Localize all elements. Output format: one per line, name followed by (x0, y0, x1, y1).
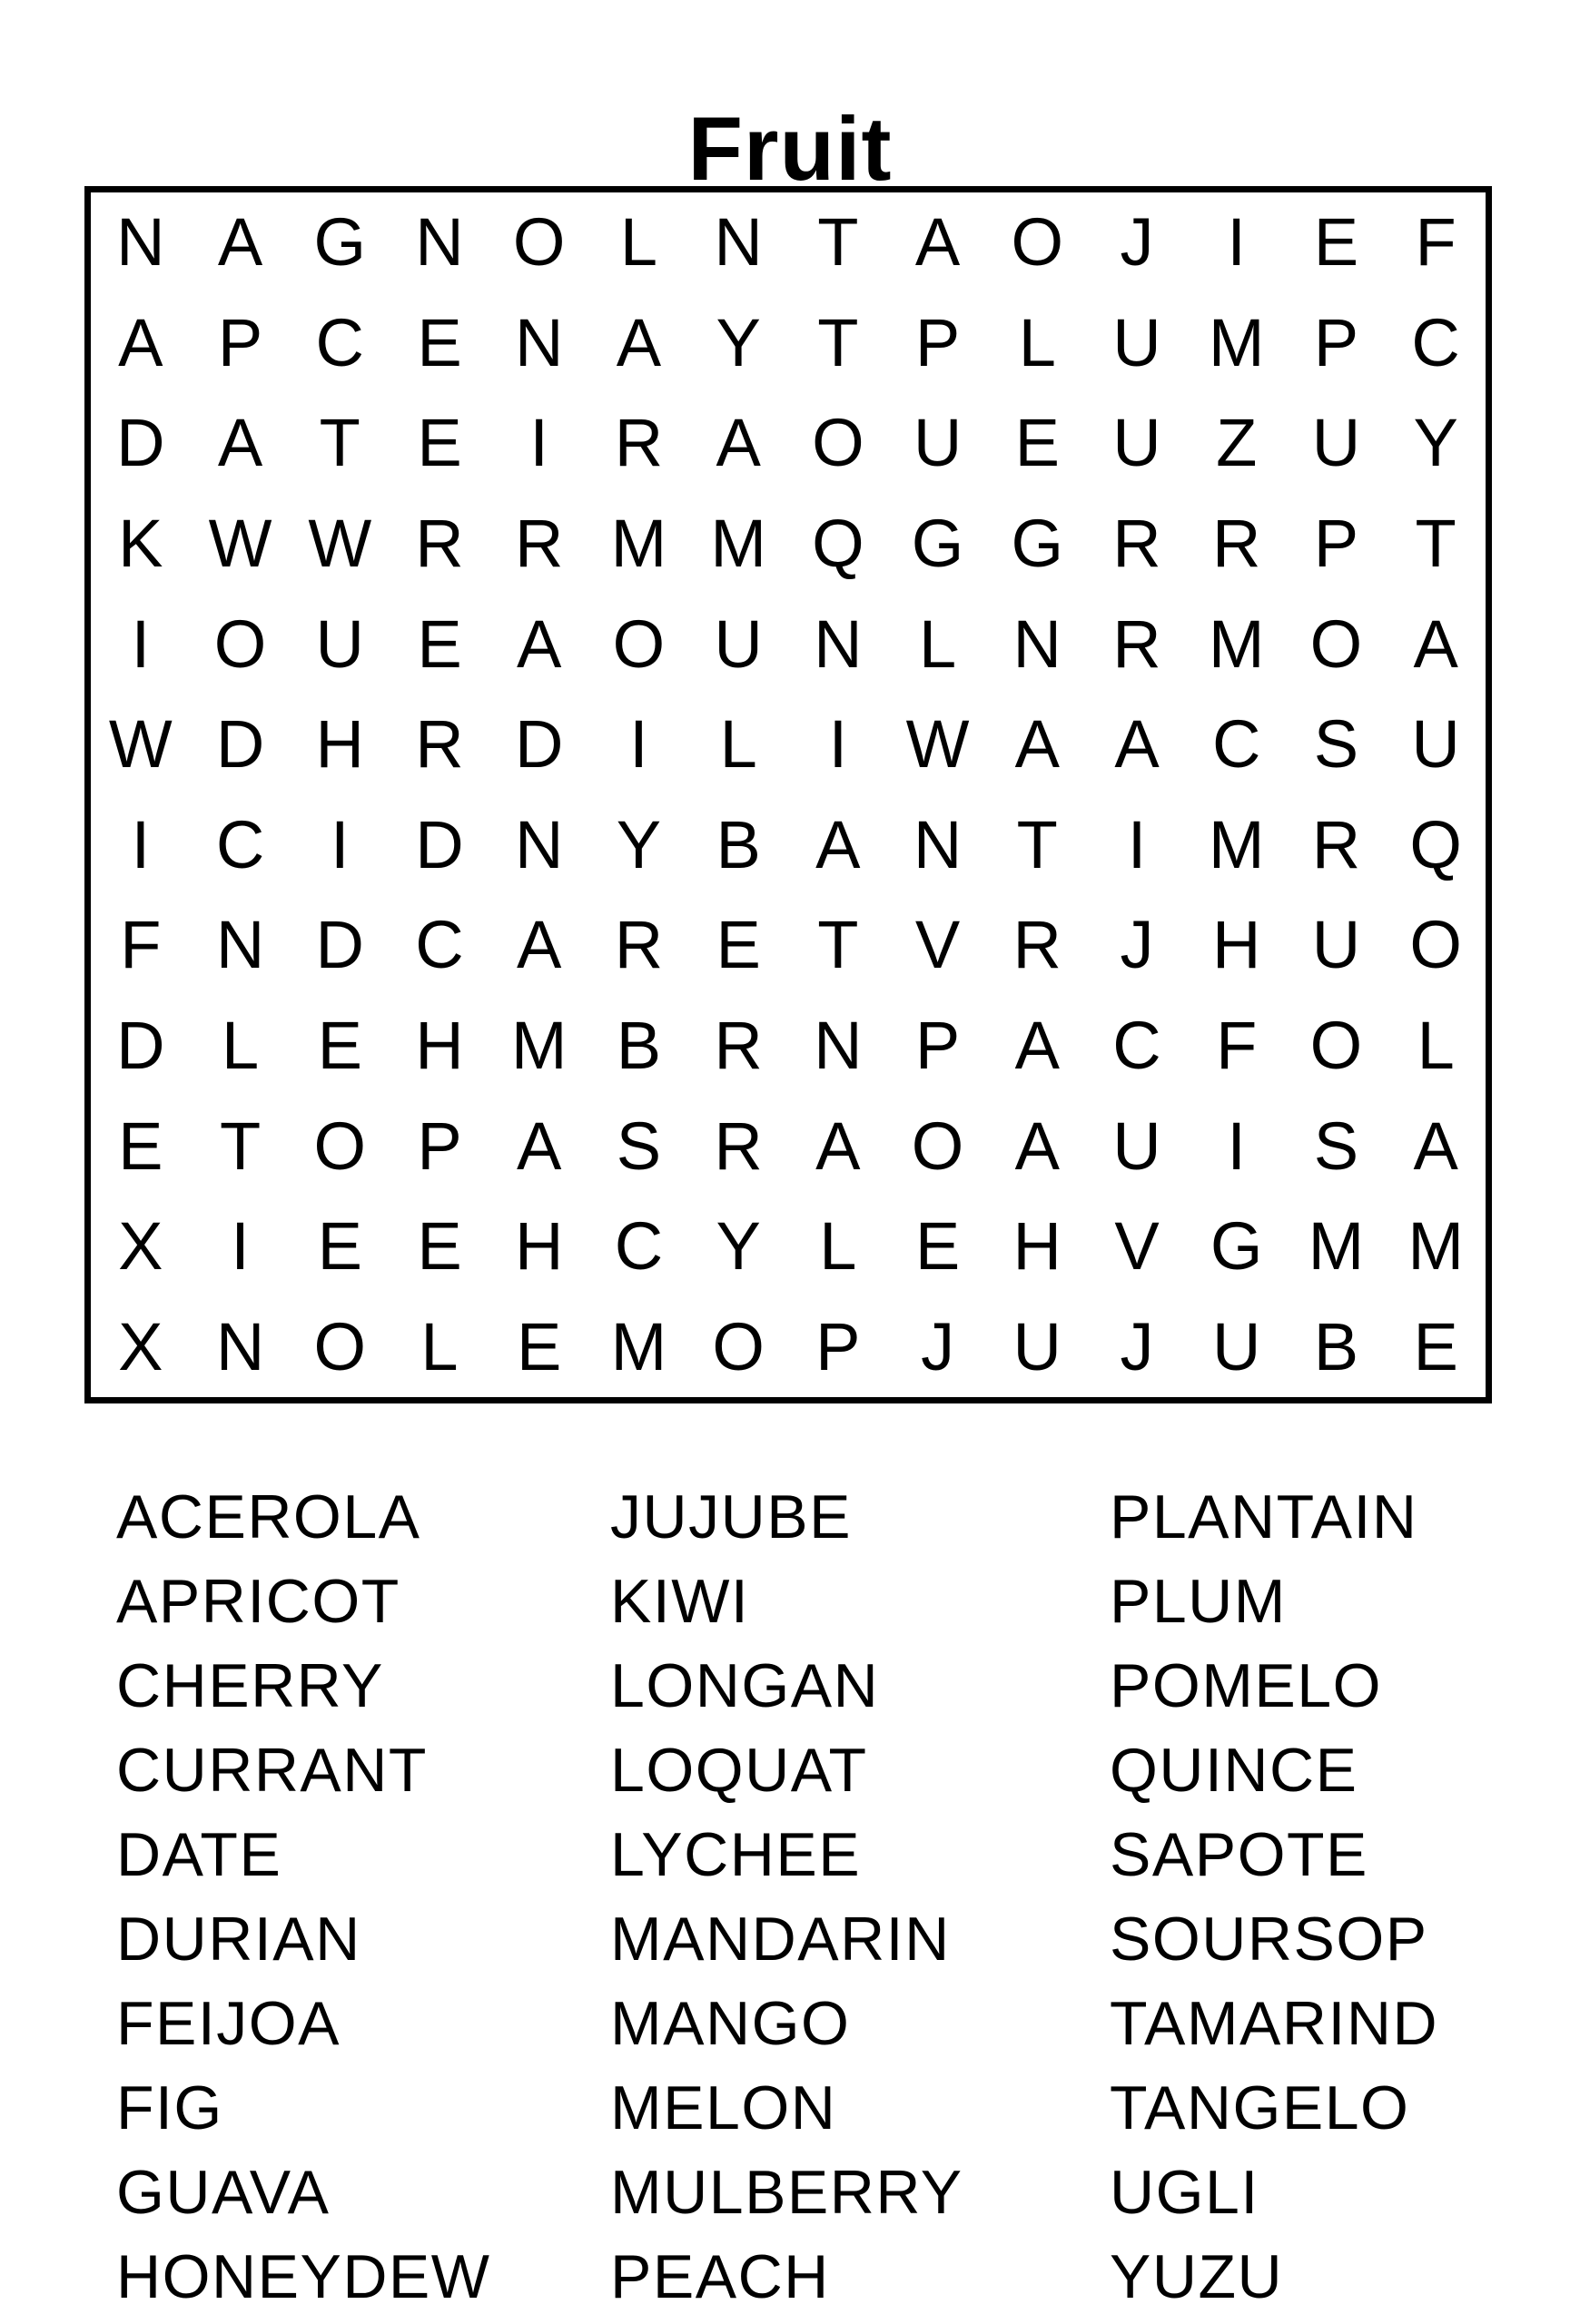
grid-cell[interactable]: C (614, 1208, 664, 1285)
grid-cell[interactable]: F (1415, 204, 1457, 281)
grid-cell[interactable]: W (308, 506, 372, 582)
grid-cell[interactable]: H (315, 706, 364, 783)
grid-cell[interactable]: X (118, 1308, 163, 1384)
word-list-item: MANGO (610, 1988, 851, 2058)
grid-cell[interactable]: A (517, 1108, 562, 1184)
grid-cell[interactable]: R (415, 706, 464, 783)
grid-cell[interactable]: D (514, 706, 564, 783)
word-list-item: HONEYDEW (116, 2241, 491, 2311)
grid-cell[interactable]: J (921, 1308, 955, 1384)
grid-cell[interactable]: R (1112, 506, 1161, 582)
word-list-item: APRICOT (116, 1566, 400, 1636)
word-list-item: DURIAN (116, 1904, 361, 1974)
grid-cell[interactable]: S (1313, 706, 1359, 783)
word-list-item: YUZU (1110, 2241, 1284, 2311)
grid-cell[interactable]: P (815, 1308, 861, 1384)
word-list-item: MULBERRY (610, 2157, 963, 2227)
word-list-item: ACEROLA (116, 1482, 421, 1551)
grid-cell[interactable]: O (213, 606, 267, 682)
word-list-item: PLUM (1110, 1566, 1287, 1636)
grid-cell[interactable]: D (116, 1007, 165, 1083)
grid-cell[interactable]: O (712, 1308, 765, 1384)
grid-cell[interactable]: A (1014, 1108, 1060, 1184)
word-list-item: FIG (116, 2073, 223, 2142)
word-list-item: MELON (610, 2073, 837, 2142)
word-list-item: DATE (116, 1819, 282, 1889)
grid-cell[interactable]: H (415, 1007, 464, 1083)
grid-cell[interactable]: U (1012, 1308, 1062, 1384)
grid-cell[interactable]: Y (716, 304, 761, 380)
grid-cell[interactable]: A (716, 405, 761, 481)
grid-cell[interactable]: U (714, 606, 763, 682)
grid-cell[interactable]: E (317, 1208, 362, 1285)
grid-cell[interactable]: D (215, 706, 265, 783)
grid-cell[interactable]: U (1112, 405, 1161, 481)
grid-cell[interactable]: T (817, 304, 859, 380)
grid-cell[interactable]: A (1413, 1108, 1458, 1184)
grid-cell[interactable]: N (215, 1308, 265, 1384)
grid-cell[interactable]: W (905, 706, 970, 783)
grid-cell[interactable]: E (417, 304, 462, 380)
grid-cell[interactable]: N (814, 1007, 863, 1083)
grid-cell[interactable]: I (1227, 1108, 1246, 1184)
grid-cell[interactable]: G (1011, 506, 1064, 582)
grid-cell[interactable]: L (819, 1208, 857, 1285)
grid-cell[interactable]: E (716, 907, 761, 983)
grid-cell[interactable]: B (1313, 1308, 1359, 1384)
grid-cell[interactable]: R (614, 907, 664, 983)
grid-cell[interactable]: E (417, 1208, 462, 1285)
grid-cell[interactable]: R (714, 1007, 763, 1083)
grid-cell[interactable]: E (1413, 1308, 1458, 1384)
word-list-column-3 (1110, 1474, 1580, 2319)
grid-cell[interactable]: R (514, 506, 564, 582)
grid-cell[interactable]: W (108, 706, 173, 783)
grid-cell[interactable]: X (118, 1208, 163, 1285)
grid-cell[interactable]: R (1311, 806, 1361, 882)
grid-cell[interactable]: A (616, 304, 662, 380)
grid-cell[interactable]: A (815, 1108, 861, 1184)
grid-cell[interactable]: T (1016, 806, 1058, 882)
grid-cell[interactable]: U (315, 606, 364, 682)
grid-cell[interactable]: U (1411, 706, 1460, 783)
grid-cell[interactable]: E (517, 1308, 562, 1384)
grid-cell[interactable]: M (710, 506, 766, 582)
letter-grid (84, 186, 1492, 1403)
word-list-column-1 (116, 1474, 607, 2319)
grid-cell[interactable]: N (913, 806, 963, 882)
grid-cell[interactable]: P (417, 1108, 462, 1184)
grid-cell[interactable]: C (1112, 1007, 1161, 1083)
grid-cell[interactable]: R (1211, 506, 1261, 582)
grid-cell[interactable]: O (1309, 606, 1363, 682)
grid-cell[interactable]: R (1112, 606, 1161, 682)
grid-cell[interactable]: Z (1216, 405, 1258, 481)
grid-cell[interactable]: P (914, 304, 961, 380)
grid-cell[interactable]: N (514, 806, 564, 882)
grid-cell[interactable]: L (719, 706, 757, 783)
grid-cell[interactable]: R (614, 405, 664, 481)
grid-cell[interactable]: H (1211, 907, 1261, 983)
grid-cell[interactable]: N (1012, 606, 1062, 682)
grid-cell[interactable]: F (1216, 1007, 1258, 1083)
grid-cell[interactable]: M (1208, 304, 1265, 380)
grid-cell[interactable]: L (1417, 1007, 1455, 1083)
grid-cell[interactable]: G (1210, 1208, 1263, 1285)
grid-cell[interactable]: T (319, 405, 360, 481)
grid-cell[interactable]: E (417, 606, 462, 682)
grid-cell[interactable]: A (1014, 1007, 1060, 1083)
grid-cell[interactable]: A (1413, 606, 1458, 682)
grid-cell[interactable]: O (1309, 1007, 1363, 1083)
grid-cell[interactable]: L (1018, 304, 1056, 380)
grid-cell[interactable]: F (120, 907, 162, 983)
word-list-item: LYCHEE (610, 1819, 862, 1889)
grid-cell[interactable]: U (1112, 304, 1161, 380)
grid-cell[interactable]: O (1011, 204, 1064, 281)
grid-cell[interactable]: G (313, 204, 367, 281)
grid-cell[interactable]: O (1409, 907, 1462, 983)
grid-cell[interactable]: O (812, 405, 864, 481)
grid-cell[interactable]: J (1120, 907, 1154, 983)
grid-cell[interactable]: O (911, 1108, 964, 1184)
grid-cell[interactable]: A (217, 204, 263, 281)
grid-cell[interactable]: K (118, 506, 163, 582)
word-list-column-2 (610, 1474, 1101, 2319)
grid-cell[interactable]: A (517, 606, 562, 682)
grid-cell[interactable]: L (918, 606, 957, 682)
grid-cell[interactable]: M (1208, 806, 1265, 882)
grid-cell[interactable]: I (529, 405, 548, 481)
grid-cell[interactable]: Y (716, 1208, 761, 1285)
grid-cell[interactable]: E (1313, 204, 1359, 281)
grid-cell[interactable]: B (616, 1007, 662, 1083)
grid-cell[interactable]: T (817, 204, 859, 281)
grid-cell[interactable]: M (1407, 1208, 1464, 1285)
grid-cell[interactable]: W (208, 506, 272, 582)
grid-cell[interactable]: E (1014, 405, 1060, 481)
grid-cell[interactable]: D (315, 907, 364, 983)
word-list-item: KIWI (610, 1566, 750, 1636)
word-list-item: MANDARIN (610, 1904, 951, 1974)
grid-cell[interactable]: A (517, 907, 562, 983)
grid-cell[interactable]: M (610, 506, 667, 582)
word-list-item: SAPOTE (1110, 1819, 1368, 1889)
word-list-item: POMELO (1110, 1650, 1382, 1720)
grid-cell[interactable]: A (1014, 706, 1060, 783)
grid-cell[interactable]: G (911, 506, 964, 582)
word-list-item: FEIJOA (116, 1988, 341, 2058)
word-list-item: TAMARIND (1110, 1988, 1439, 2058)
grid-cell[interactable]: I (331, 806, 350, 882)
grid-cell[interactable]: R (714, 1108, 763, 1184)
word-list-item: PLANTAIN (1110, 1482, 1418, 1551)
word-list-item: CURRANT (116, 1735, 428, 1805)
grid-cell[interactable]: Y (1413, 405, 1458, 481)
grid-cell[interactable]: A (914, 204, 961, 281)
word-list-item: SOURSOP (1110, 1904, 1428, 1974)
grid-cell[interactable]: E (914, 1208, 961, 1285)
grid-cell[interactable]: P (1313, 506, 1359, 582)
grid-cell[interactable]: O (612, 606, 666, 682)
word-list-item: PEACH (610, 2241, 830, 2311)
grid-cell[interactable]: A (1114, 706, 1160, 783)
grid-cell[interactable]: A (815, 806, 861, 882)
grid-cell[interactable]: N (415, 204, 464, 281)
grid-cell[interactable]: P (217, 304, 263, 380)
grid-cell[interactable]: J (1120, 204, 1154, 281)
grid-cell[interactable]: I (231, 1208, 250, 1285)
grid-cell[interactable]: J (1120, 1308, 1154, 1384)
word-list-item: LOQUAT (610, 1735, 868, 1805)
grid-cell[interactable]: U (1211, 1308, 1261, 1384)
grid-cell[interactable]: C (415, 907, 464, 983)
grid-cell[interactable]: P (1313, 304, 1359, 380)
word-list-item: CHERRY (116, 1650, 384, 1720)
grid-cell[interactable]: M (1208, 606, 1265, 682)
grid-cell[interactable]: C (215, 806, 265, 882)
grid-cell[interactable]: L (221, 1007, 260, 1083)
grid-cell[interactable]: L (420, 1308, 459, 1384)
grid-cell[interactable]: N (814, 606, 863, 682)
grid-cell[interactable]: A (217, 405, 263, 481)
grid-cell[interactable]: Y (616, 806, 662, 882)
grid-cell[interactable]: M (510, 1007, 568, 1083)
grid-cell[interactable]: O (313, 1108, 367, 1184)
word-list-item: JUJUBE (610, 1482, 852, 1551)
grid-cell[interactable]: I (131, 606, 151, 682)
word-list-item: UGLI (1110, 2157, 1259, 2227)
grid-cell[interactable]: V (914, 907, 961, 983)
grid-cell[interactable]: T (1415, 506, 1457, 582)
grid-cell[interactable]: Q (812, 506, 864, 582)
grid-cell[interactable]: N (514, 304, 564, 380)
grid-cell[interactable]: E (317, 1007, 362, 1083)
word-list-item: GUAVA (116, 2157, 331, 2227)
grid-cell[interactable]: O (512, 204, 566, 281)
grid-cell[interactable]: V (1114, 1208, 1160, 1285)
grid-cell[interactable]: I (1227, 204, 1246, 281)
grid-cell[interactable]: I (1127, 806, 1147, 882)
grid-cell[interactable]: U (913, 405, 963, 481)
grid-cell[interactable]: N (215, 907, 265, 983)
grid-cell[interactable]: R (415, 506, 464, 582)
grid-cell[interactable]: O (313, 1308, 367, 1384)
grid-cell[interactable]: S (1313, 1108, 1359, 1184)
grid-cell[interactable]: U (1112, 1108, 1161, 1184)
grid-cell[interactable]: D (116, 405, 165, 481)
grid-cell[interactable]: H (1012, 1208, 1062, 1285)
word-list-item: QUINCE (1110, 1735, 1358, 1805)
grid-cell[interactable]: I (828, 706, 848, 783)
grid-cell[interactable]: E (118, 1108, 163, 1184)
grid-cell[interactable]: I (131, 806, 151, 882)
grid-cell[interactable]: N (714, 204, 763, 281)
grid-cell[interactable]: M (1308, 1208, 1365, 1285)
word-list-item: LONGAN (610, 1650, 880, 1720)
grid-cell[interactable]: N (116, 204, 165, 281)
grid-cell[interactable]: C (1411, 304, 1460, 380)
grid-cell[interactable]: S (616, 1108, 662, 1184)
word-list-item: TANGELO (1110, 2073, 1410, 2142)
grid-cell[interactable]: I (629, 706, 648, 783)
grid-cell[interactable]: R (1012, 907, 1062, 983)
grid-cell[interactable]: L (619, 204, 657, 281)
grid-cell[interactable]: P (914, 1007, 961, 1083)
grid-cell[interactable]: H (514, 1208, 564, 1285)
grid-cell[interactable]: M (610, 1308, 667, 1384)
grid-cell[interactable]: T (219, 1108, 262, 1184)
grid-cell[interactable]: C (1211, 706, 1261, 783)
grid-cell[interactable]: Q (1409, 806, 1462, 882)
grid-cell[interactable]: B (716, 806, 761, 882)
grid-cell[interactable]: E (417, 405, 462, 481)
grid-cell[interactable]: U (1311, 907, 1361, 983)
puzzle-title: Fruit (687, 98, 893, 200)
grid-cell[interactable]: D (415, 806, 464, 882)
grid-cell[interactable]: U (1311, 405, 1361, 481)
grid-cell[interactable]: A (118, 304, 163, 380)
grid-cell[interactable]: C (315, 304, 364, 380)
grid-cell[interactable]: T (817, 907, 859, 983)
